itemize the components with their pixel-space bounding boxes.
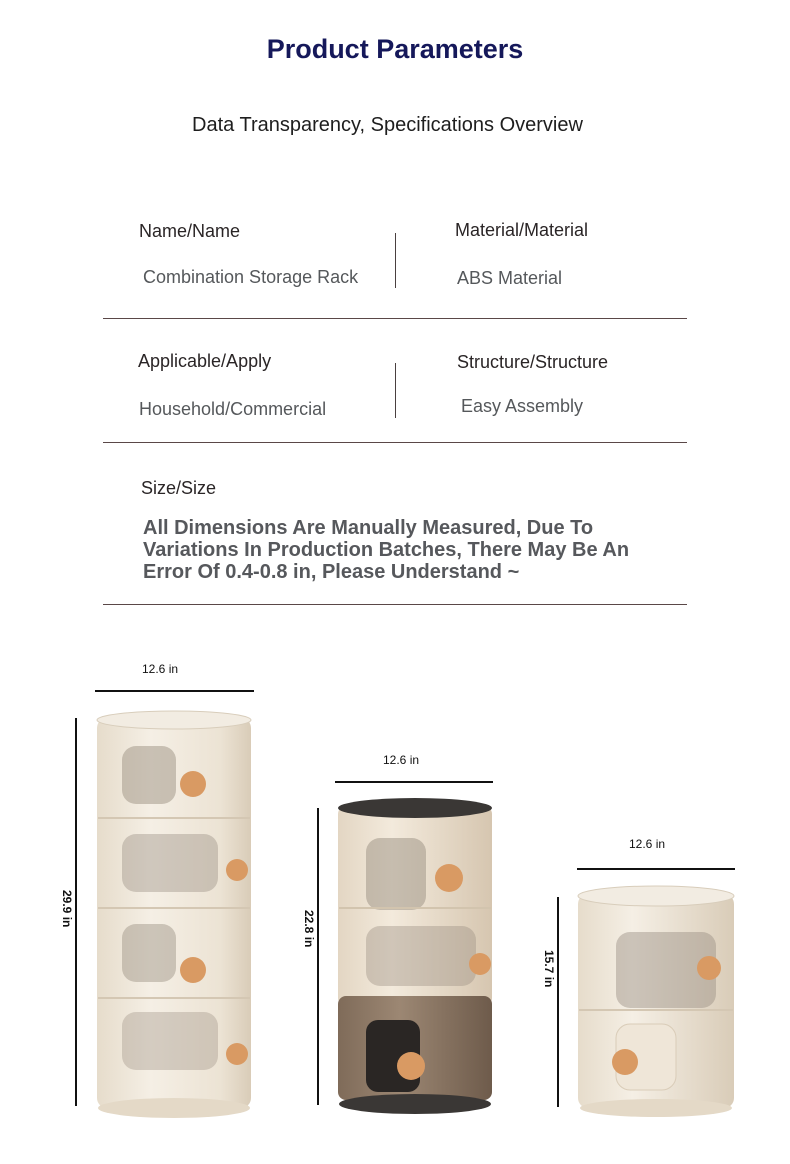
column-divider — [395, 233, 396, 288]
structure-value: Easy Assembly — [461, 396, 584, 416]
row-divider — [103, 442, 687, 443]
width-dimension-line — [95, 690, 254, 692]
page-title: Product Parameters — [266, 34, 524, 64]
row-divider — [103, 604, 687, 605]
column-divider — [395, 363, 396, 418]
name-value: Combination Storage Rack — [143, 267, 359, 287]
height-label: 15.7 in — [542, 950, 556, 988]
page-subtitle: Data Transparency, Specifications Overview — [192, 114, 583, 136]
height-dimension-line — [557, 897, 559, 1107]
row-divider — [103, 318, 687, 319]
height-dimension-line — [317, 808, 319, 1105]
material-value: ABS Material — [457, 268, 563, 288]
height-label: 29.9 in — [60, 890, 74, 928]
size-label: Size/Size — [141, 478, 217, 498]
width-label: 12.6 in — [142, 662, 179, 676]
size-note: All Dimensions Are Manually Measured, Due To Variations In Production Batches, There May Be An Error Of 0.4-0.8 in, Please Understand ~ — [143, 517, 630, 583]
apply-value: Household/Commercial — [139, 399, 327, 419]
material-label: Material/Material — [455, 220, 589, 240]
width-label: 12.6 in — [383, 753, 420, 767]
name-label: Name/Name — [139, 221, 241, 241]
storage-rack-2-tier-image — [576, 884, 736, 1122]
height-label: 22.8 in — [302, 910, 316, 948]
structure-label: Structure/Structure — [457, 352, 609, 372]
storage-rack-3-tier-image — [336, 796, 494, 1120]
storage-rack-4-tier-image — [94, 708, 254, 1122]
width-dimension-line — [577, 868, 735, 870]
height-dimension-line — [75, 718, 77, 1106]
width-label: 12.6 in — [629, 837, 666, 851]
width-dimension-line — [335, 781, 493, 783]
apply-label: Applicable/Apply — [138, 351, 272, 371]
